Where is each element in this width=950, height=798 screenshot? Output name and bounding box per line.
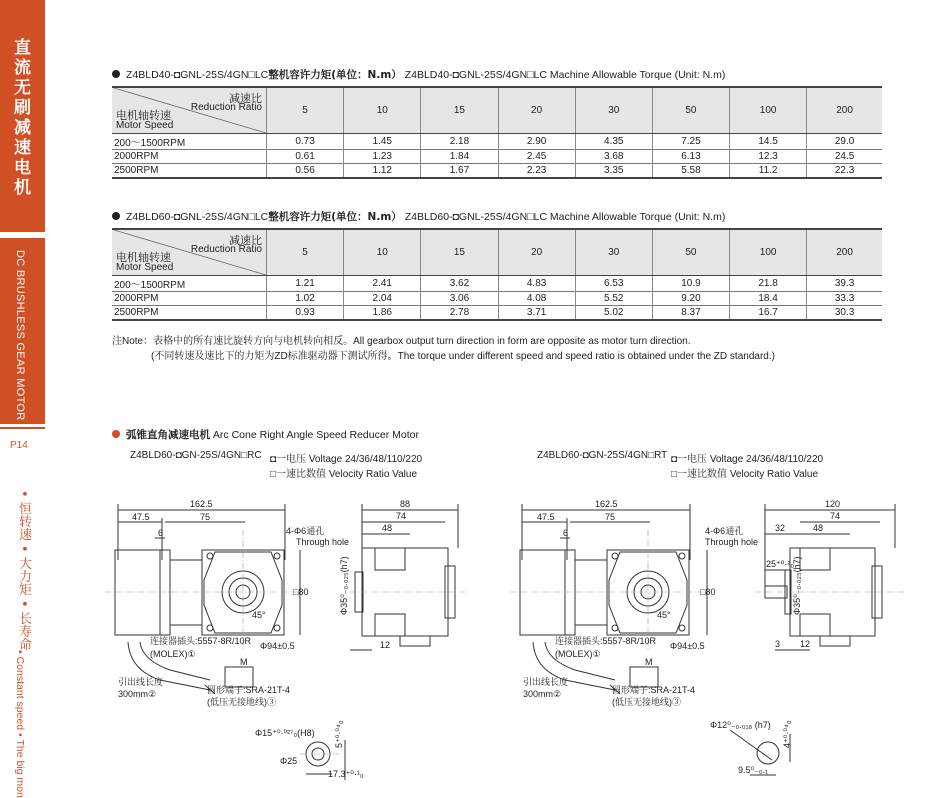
ratio-header: 100: [730, 229, 807, 276]
row-speed: 2000RPM: [114, 151, 159, 162]
sidebar-char: 无: [14, 78, 31, 98]
model-rt-legend-ratio: □一速比数值 Velocity Ratio Value: [671, 469, 819, 480]
ratio-header: 200: [807, 87, 882, 134]
torque-cell: 11.2: [730, 164, 807, 179]
torque-cell: 1.12: [344, 164, 421, 179]
torque-cell: 4.35: [575, 134, 652, 150]
ratio-header: 50: [652, 87, 729, 134]
torque-cell: 1.67: [421, 164, 498, 179]
torque-cell: 2.41: [344, 276, 421, 292]
torque-cell: 0.61: [267, 150, 344, 164]
dim-rc-48: 48: [382, 523, 393, 533]
bullet-icon: [112, 70, 120, 78]
row-speed: 200～1500RPM: [114, 138, 186, 149]
row-speed: 2500RPM: [114, 307, 159, 318]
model-rc-legend-ratio: □一速比数值 Velocity Ratio Value: [270, 469, 418, 480]
table-row: [112, 306, 882, 321]
label-terminal: 圆形端子:SRA-21T-4: [612, 685, 696, 695]
table-header-row: [112, 87, 882, 134]
torque-cell: 8.37: [652, 306, 729, 321]
dim-square: □80: [293, 587, 309, 597]
dim-motor-length: 47.5: [537, 512, 555, 522]
model-rt: Z4BLD60-◘GN-25S/4GN□RT: [537, 450, 668, 461]
header-corner: [112, 87, 267, 134]
table-row: [112, 292, 882, 306]
torque-cell: 3.71: [498, 306, 575, 321]
torque-cell: 4.83: [498, 276, 575, 292]
table1-title-cn: 整机容许力矩(单位：N.m）: [268, 69, 402, 81]
torque-cell: 3.62: [421, 276, 498, 292]
bullet-icon: [112, 212, 120, 220]
ratio-header: 10: [344, 87, 421, 134]
page-number: P14: [10, 440, 28, 451]
torque-cell: 3.06: [421, 292, 498, 306]
header-ratio-cn: 减速比: [229, 92, 262, 105]
torque-cell: 14.5: [730, 134, 807, 150]
dim-shaft-dia: Φ12⁰₋₀.₀₁₈ (h7): [710, 720, 771, 730]
torque-cell: 5.52: [575, 292, 652, 306]
sidebar-divider: [0, 427, 45, 429]
torque-cell: 6.53: [575, 276, 652, 292]
dim-shaft-key: 4⁺⁰·⁰⁴₀: [782, 720, 792, 748]
table-row: [112, 276, 882, 292]
label-m: M: [240, 657, 248, 667]
sidebar-title-block: [0, 0, 45, 232]
label-terminal: 圆形端子:SRA-21T-4: [207, 685, 291, 695]
torque-cell: 29.0: [807, 134, 882, 150]
torque-cell: 12.3: [730, 150, 807, 164]
torque-cell: 1.84: [421, 150, 498, 164]
torque-table-40: [112, 86, 882, 179]
row-speed: 2000RPM: [114, 293, 159, 304]
ratio-header: 15: [421, 229, 498, 276]
torque-cell: 2.90: [498, 134, 575, 150]
label-connector: 连接器插头:5557-8R/10R: [150, 636, 252, 646]
drawing-rc: [100, 490, 510, 790]
sidebar-char: 刷: [14, 98, 31, 118]
dim-angle: 45°: [252, 610, 266, 620]
label-m: M: [645, 657, 653, 667]
label-lead-length: 300mm②: [118, 689, 157, 699]
sidebar-char: 速: [14, 138, 31, 158]
dim-pcd: Φ94±0.5: [670, 641, 705, 651]
sidebar-features-en: • Constant speed • The big mon: [14, 650, 26, 798]
table-row: [112, 150, 882, 164]
table2-title: [112, 209, 725, 224]
ratio-header: 10: [344, 229, 421, 276]
ratio-header: 5: [267, 229, 344, 276]
torque-cell: 0.73: [267, 134, 344, 150]
torque-cell: 0.56: [267, 164, 344, 179]
model-rt-legend-voltage: ◘一电压 Voltage 24/36/48/110/220: [671, 454, 824, 465]
sidebar-char: 流: [14, 58, 31, 78]
dim-bore-d1: Φ15⁺⁰·⁰²⁷₀(H8): [255, 728, 315, 738]
header-speed-en: Motor Speed: [116, 262, 174, 273]
ratio-header: 5: [267, 87, 344, 134]
header-ratio-en: Reduction Ratio: [190, 102, 262, 113]
dim-pcd: Φ94±0.5: [260, 641, 295, 651]
dim-rt-74: 74: [830, 511, 841, 521]
header-speed-cn: 电机轴转速: [116, 251, 171, 264]
torque-cell: 21.8: [730, 276, 807, 292]
torque-cell: 6.13: [652, 150, 729, 164]
torque-cell: 5.02: [575, 306, 652, 321]
dim-rt-120: 120: [825, 499, 841, 509]
torque-cell: 2.18: [421, 134, 498, 150]
ratio-header: 100: [730, 87, 807, 134]
ratio-header: 20: [498, 229, 575, 276]
ratio-header: 30: [575, 229, 652, 276]
row-speed: 2500RPM: [114, 165, 159, 176]
dim-motor-length: 47.5: [132, 512, 150, 522]
dim-rc-12: 12: [380, 640, 391, 650]
dim-rc-88: 88: [400, 499, 411, 509]
label-connector: 连接器插头:5557-8R/10R: [555, 636, 657, 646]
header-corner: [112, 229, 267, 276]
table-row: [112, 164, 882, 179]
dim-total-length: 162.5: [595, 499, 618, 509]
dim-rc-dia: Φ35⁰₋₀.₀₂₅(h7): [339, 556, 349, 615]
dim-rt-32: 32: [775, 523, 786, 533]
torque-cell: 1.21: [267, 276, 344, 292]
header-ratio-cn: 减速比: [229, 234, 262, 247]
torque-cell: 39.3: [807, 276, 882, 292]
model-rc-legend-voltage: ◘一电压 Voltage 24/36/48/110/220: [270, 454, 423, 465]
table2-title-model: Z4BLD60-◘GNL-25S/4GN□LC: [126, 211, 269, 223]
note-line-2: (不同转速及速比下的力矩为ZD标准驱动器下测试所得。The torque under different speed and speed ratio is obtained under the ZD standard.): [151, 351, 775, 362]
dim-square: □80: [700, 587, 716, 597]
torque-cell: 2.78: [421, 306, 498, 321]
header-ratio-en: Reduction Ratio: [190, 244, 262, 255]
label-molex: (MOLEX)①: [555, 649, 601, 659]
section3-title: [112, 427, 419, 442]
label-lead-cn: 引出线长度: [118, 677, 164, 687]
dim-bore-depth: 17.3⁺⁰·¹₀: [328, 769, 364, 779]
torque-cell: 18.4: [730, 292, 807, 306]
torque-cell: 10.9: [652, 276, 729, 292]
dim-rt-12: 12: [800, 639, 811, 649]
sidebar-char: 直: [14, 38, 31, 58]
header-speed-cn: 电机轴转速: [116, 109, 171, 122]
bullet-icon: [112, 430, 120, 438]
table1-title-en: Z4BLD40-◘GNL-25S/4GN□LC Machine Allowable Torque (Unit: N.m): [404, 69, 726, 81]
row-speed: 200～1500RPM: [114, 280, 186, 291]
torque-cell: 9.20: [652, 292, 729, 306]
ratio-header: 200: [807, 229, 882, 276]
torque-cell: 1.86: [344, 306, 421, 321]
label-molex: (MOLEX)①: [150, 649, 196, 659]
torque-cell: 2.45: [498, 150, 575, 164]
table1-title: [112, 67, 725, 82]
label-lead-cn: 引出线长度: [523, 677, 569, 687]
torque-table-60: [112, 228, 882, 321]
dim-rt-48: 48: [813, 523, 824, 533]
dim-6: 6: [158, 528, 164, 538]
dim-gear-length: 75: [200, 512, 211, 522]
section3-title-cn: 弧锥直角减速电机: [126, 429, 210, 441]
sidebar-char: 机: [14, 178, 31, 198]
torque-cell: 30.3: [807, 306, 882, 321]
ratio-header: 30: [575, 87, 652, 134]
torque-cell: 1.23: [344, 150, 421, 164]
table-row: [112, 134, 882, 150]
sidebar-char: 电: [14, 158, 31, 178]
dim-rc-74: 74: [396, 511, 407, 521]
ratio-header: 50: [652, 229, 729, 276]
torque-cell: 7.25: [652, 134, 729, 150]
torque-cell: 24.5: [807, 150, 882, 164]
header-speed-en: Motor Speed: [116, 120, 174, 131]
dim-shaft-depth: 9.5⁰₋₀.₁: [738, 765, 769, 775]
torque-cell: 22.3: [807, 164, 882, 179]
table1-title-model: Z4BLD40-◘GNL-25S/4GN□LC: [126, 69, 269, 81]
dim-bore-key: 5⁺⁰·⁰⁴₀: [334, 720, 344, 748]
torque-cell: 5.58: [652, 164, 729, 179]
torque-cell: 3.35: [575, 164, 652, 179]
sidebar-title-cn: [0, 38, 45, 198]
torque-cell: 4.08: [498, 292, 575, 306]
note-line-1: 注Note：表格中的所有速比旋转方向与电机转向相反。All gearbox output turn direction in form are opposite as motor turn direction.: [112, 336, 691, 347]
table2-title-en: Z4BLD60-◘GNL-25S/4GN□LC Machine Allowable Torque (Unit: N.m): [404, 211, 726, 223]
torque-cell: 3.68: [575, 150, 652, 164]
label-ground: (低压无接地线)③: [207, 697, 276, 707]
section3-title-en: Arc Cone Right Angle Speed Reducer Motor: [212, 429, 419, 441]
dim-rt-dia: Φ35⁰₋₀.₀₂₅(h7): [792, 556, 802, 615]
model-rc: Z4BLD60-◘GN-25S/4GN□RC: [130, 450, 262, 461]
label-hole-en: Through hole: [705, 537, 759, 547]
torque-cell: 0.93: [267, 306, 344, 321]
torque-cell: 2.04: [344, 292, 421, 306]
ratio-header: 20: [498, 87, 575, 134]
label-hole-cn: 4-Φ6通孔: [286, 526, 325, 536]
drawing-rt: [510, 490, 930, 790]
dim-6: 6: [563, 528, 569, 538]
torque-cell: 1.45: [344, 134, 421, 150]
torque-cell: 1.02: [267, 292, 344, 306]
dim-total-length: 162.5: [190, 499, 213, 509]
dim-rt-shaft: 25⁺⁰·²₀: [766, 559, 795, 569]
dim-gear-length: 75: [605, 512, 616, 522]
torque-cell: 2.23: [498, 164, 575, 179]
torque-cell: 33.3: [807, 292, 882, 306]
torque-cell: 16.7: [730, 306, 807, 321]
dim-angle: 45°: [657, 610, 671, 620]
label-ground: (低压无接地线)③: [612, 697, 681, 707]
label-hole-cn: 4-Φ6通孔: [705, 526, 744, 536]
table2-title-cn: 整机容许力矩(单位：N.m）: [268, 211, 402, 223]
dim-bore-d2: Φ25: [280, 756, 298, 766]
label-lead-length: 300mm②: [523, 689, 562, 699]
ratio-header: 15: [421, 87, 498, 134]
label-hole-en: Through hole: [296, 537, 350, 547]
sidebar-char: 减: [14, 118, 31, 138]
table-header-row: [112, 229, 882, 276]
dim-rt-3: 3: [775, 639, 781, 649]
sidebar-features-cn: • 恒转速 • 大力矩 • 长寿命: [16, 490, 31, 651]
sidebar-title-en: DC BRUSHLESS GEAR MOTOR: [14, 250, 26, 421]
